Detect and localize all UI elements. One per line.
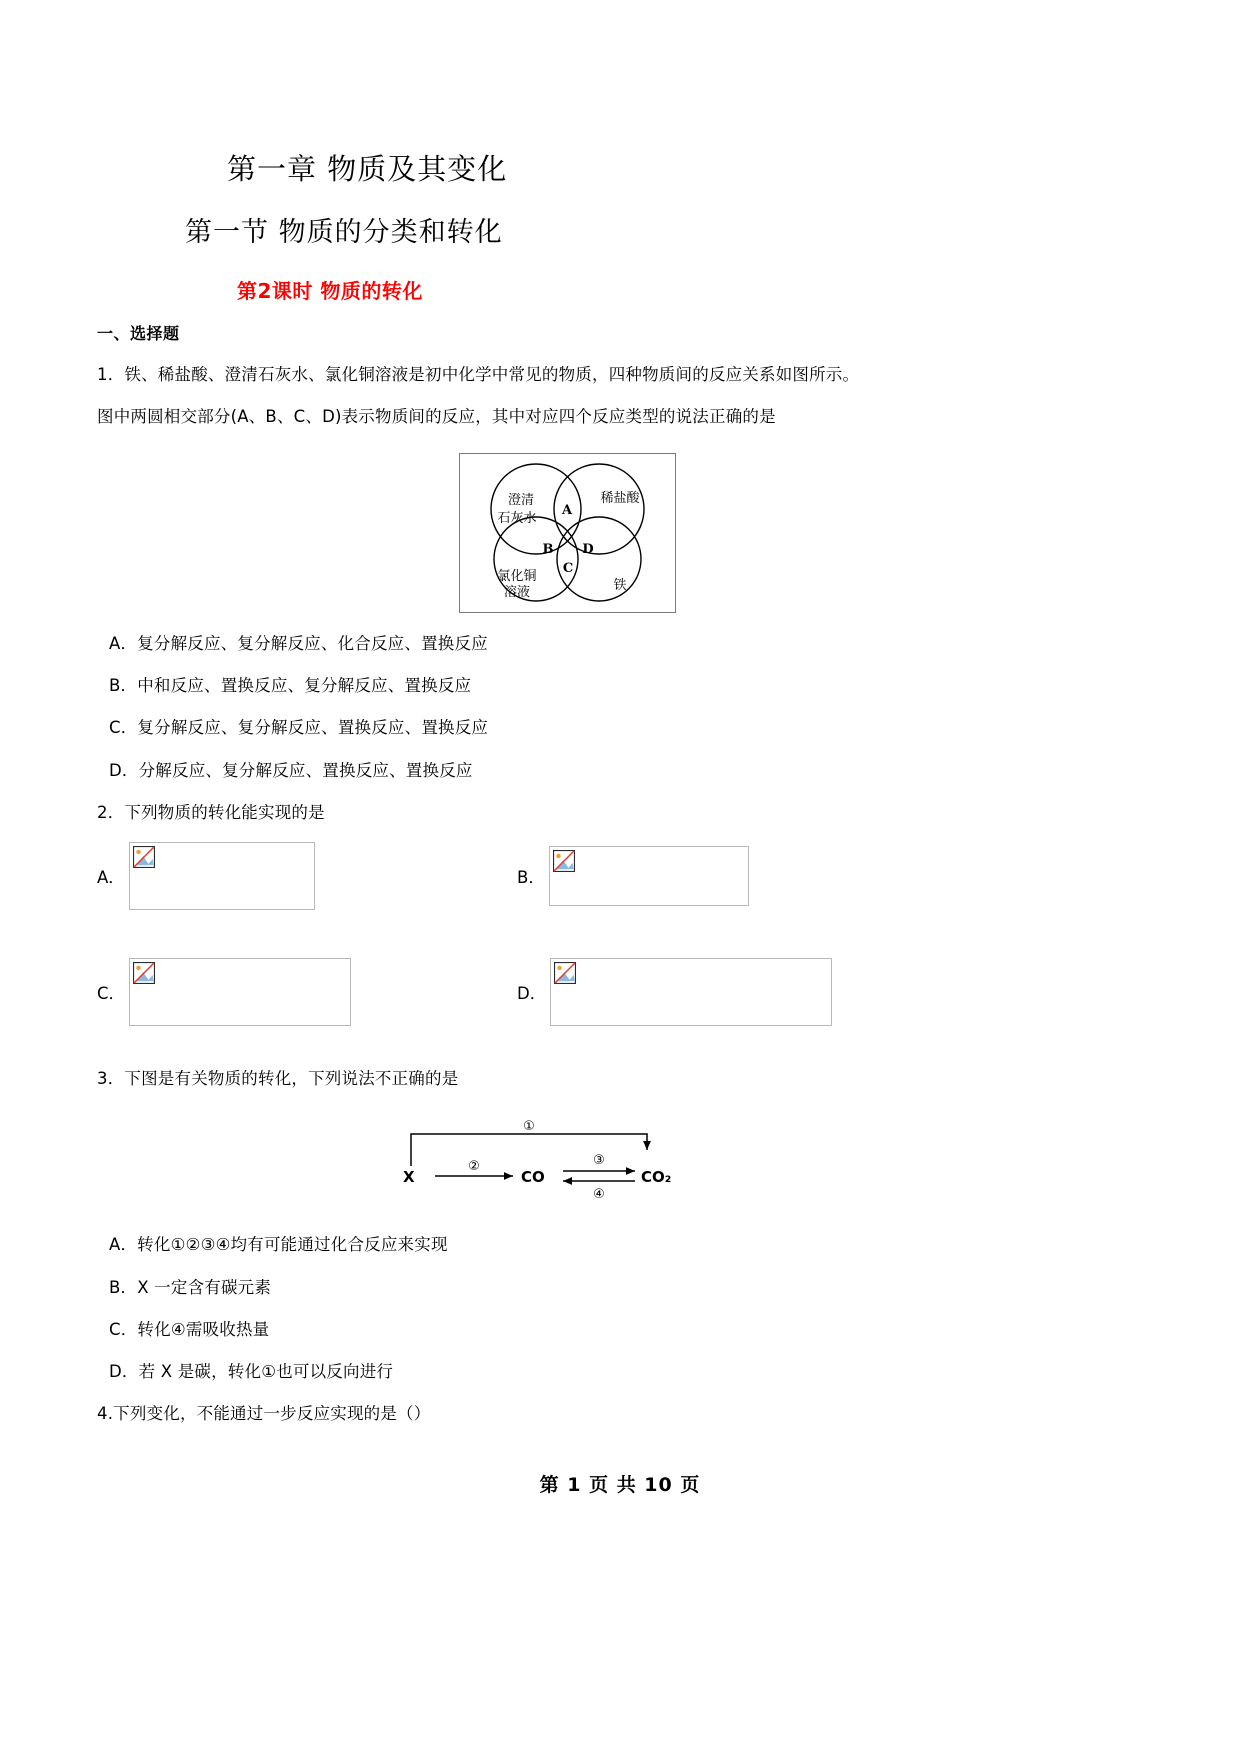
question-2-option-d[interactable] [517,958,832,1026]
question-2-option-a-image-frame [129,842,315,910]
arrow-1-path [411,1134,647,1169]
question-2-option-d-image-frame [550,958,832,1026]
question-1-option-c[interactable]: C．复分解反应、复分解反应、置换反应、置换反应 [109,718,489,738]
venn-label-top-left-line1: 澄清 [507,492,535,508]
question-2-stem: 2．下列物质的转化能实现的是 [97,802,325,822]
venn-label-bottom-left-line1: 氯化铜 [497,568,537,584]
venn-intersection-label-c: C [562,560,574,576]
node-label-co: CO [521,1168,545,1187]
question-3-option-c[interactable]: C．转化④需吸收热量 [109,1319,270,1339]
page-content [97,0,1097,1426]
node-label-co2: CO₂ [641,1168,672,1187]
broken-image-icon [133,846,155,868]
venn-diagram-figure [459,453,676,613]
question-2-options-grid [97,824,1097,1026]
arrow-label-4: ④ [593,1187,605,1203]
question-3-figure-wrapper [97,1090,1097,1206]
question-3-option-a[interactable]: A．转化①②③④均有可能通过化合反应来实现 [109,1235,448,1255]
broken-image-icon [133,962,155,984]
question-2-option-b-letter: B． [517,868,545,888]
question-2-option-b[interactable] [517,846,749,906]
venn-intersection-label-d: D [582,541,594,557]
part-heading-multiple-choice: 一、选择题 [97,324,180,344]
question-2-option-a-letter: A． [97,868,125,888]
venn-intersection-label-b: B [542,541,554,557]
question-2-option-c[interactable] [97,958,517,1026]
question-2-option-c-image-frame [129,958,351,1026]
question-2-option-d-letter: D． [517,984,547,1004]
question-1-option-a[interactable]: A．复分解反应、复分解反应、化合反应、置换反应 [109,633,488,653]
question-4-stem: 4.下列变化，不能通过一步反应实现的是（） [97,1404,431,1424]
broken-image-icon [553,850,575,872]
chapter-title: 第一章 物质及其变化 [227,152,508,186]
question-3-option-d[interactable]: D．若 X 是碳，转化①也可以反向进行 [109,1362,394,1382]
venn-label-top-left-line2: 石灰水 [497,510,537,526]
broken-image-icon [554,962,576,984]
reaction-flow-diagram [397,1120,687,1202]
arrow-label-2: ② [468,1159,480,1175]
arrow-label-1: ① [523,1120,535,1135]
question-3-option-b[interactable]: B．X 一定含有碳元素 [109,1277,272,1297]
question-2-options-row-2 [97,958,1097,1026]
question-2-option-c-letter: C． [97,984,126,1004]
page-number-label: 第 1 页 共 10 页 [539,1474,701,1496]
question-1-option-b[interactable]: B．中和反应、置换反应、复分解反应、置换反应 [109,675,472,695]
question-2-options-row-1 [97,842,1097,910]
venn-intersection-label-a: A [561,502,573,518]
question-3-stem: 3．下图是有关物质的转化，下列说法不正确的是 [97,1069,459,1089]
section-title: 第一节 物质的分类和转化 [185,216,503,248]
page-footer [0,1470,1240,1497]
question-1-figure-wrapper [97,429,1097,613]
node-label-x: X [403,1168,415,1187]
question-1-stem-line-1: 1．铁、稀盐酸、澄清石灰水、氯化铜溶液是初中化学中常见的物质，四种物质间的反应关系如图所示。 [97,365,860,385]
venn-label-bottom-right: 铁 [613,577,627,593]
lesson-title: 第2课时 物质的转化 [237,279,423,304]
arrow-label-3: ③ [593,1153,605,1169]
venn-label-top-right: 稀盐酸 [600,490,640,506]
question-1-stem-line-2: 图中两圆相交部分(A、B、C、D)表示物质间的反应，其中对应四个反应类型的说法正确的是 [97,407,776,427]
venn-label-bottom-left-line2: 溶液 [503,584,531,600]
venn-circle-bottom-right [557,517,641,601]
venn-diagram-svg [460,454,673,610]
question-2-option-b-image-frame [549,846,749,906]
question-1-option-d[interactable]: D．分解反应、复分解反应、置换反应、置换反应 [109,760,473,780]
question-2-option-a[interactable] [97,842,517,910]
